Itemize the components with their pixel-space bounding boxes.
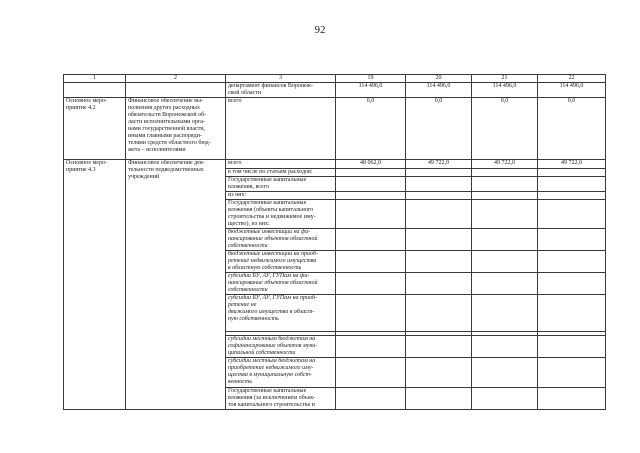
expense-item: в том числе по статьям расходов: [226, 169, 336, 177]
value-22: 49 722,0 [538, 160, 606, 169]
cell-empty [64, 83, 126, 98]
value-20: 49 722,0 [406, 160, 472, 169]
expense-item: бюджетные инвестиции на приоб- ретение недвижимого имущества в областную собственность [226, 251, 336, 273]
expense-item: субсидии БУ, АУ, ГУПам на приоб- ретение не движимого имущества в област- ную собственность [226, 295, 336, 332]
header-col-19: 19 [336, 75, 406, 83]
value-22: 114 496,0 [538, 83, 606, 98]
responsible-executor: департамент финансов Воронеж- ской области [226, 83, 336, 98]
value-21: 114 496,0 [472, 83, 538, 98]
expense-item: Государственные капитальные вложения, всего [226, 177, 336, 192]
header-col-3: 3 [226, 75, 336, 83]
header-col-22: 22 [538, 75, 606, 83]
expense-item: субсидии БУ, АУ, ГУПам на фи- нансирование объектов областной собственности [226, 273, 336, 295]
value-20: 114 496,0 [406, 83, 472, 98]
page-number: 92 [314, 24, 326, 36]
expense-item: из них: [226, 192, 336, 200]
value-19: 114 496,0 [336, 83, 406, 98]
measure-executor: всего [226, 160, 336, 169]
measure-name: Финансовое обеспечение дея- тельности подведомственных учреждений [126, 160, 226, 410]
table-row [64, 83, 606, 98]
table-row [64, 160, 606, 169]
measure-code: Основное меро- приятие 4.3 [64, 160, 126, 410]
header-col-21: 21 [472, 75, 538, 83]
budget-table [63, 74, 606, 410]
value-19: 48 062,0 [336, 160, 406, 169]
measure-code: Основное меро- приятие 4.2 [64, 98, 126, 160]
table-row [64, 98, 606, 160]
value-22: 0,0 [538, 98, 606, 160]
value-21: 0,0 [472, 98, 538, 160]
expense-item: Государственные капитальные вложения (объекты капитального строительства и недвижимое иму- щество), из них: [226, 200, 336, 229]
cell-empty [126, 83, 226, 98]
expense-item: бюджетные инвестиции на фи- нансирование объектов областной собственности [226, 229, 336, 251]
value-21: 49 722,0 [472, 160, 538, 169]
expense-item: Государственные капитальные вложения (за исключением объек- тов капитального строительства и [226, 388, 336, 410]
value-19: 0,0 [336, 98, 406, 160]
header-col-2: 2 [126, 75, 226, 83]
measure-name: Финансовое обеспечение вы- полнения других расходных обязательств Воронежской об- ласти исполнительными орга- нами государственной власти, иными главными распоряди- телями средств областного бюд- жета – исполнителями [126, 98, 226, 160]
value-20: 0,0 [406, 98, 472, 160]
header-col-1: 1 [64, 75, 126, 83]
measure-executor: всего [226, 98, 336, 160]
header-col-20: 20 [406, 75, 472, 83]
table-header-row [64, 75, 606, 83]
expense-item: субсидии местным бюджетам на приобретение недвижимого иму- щества в муниципальную собст- венность [226, 358, 336, 388]
expense-item: субсидии местным бюджетам на софинансирование объектов муни- ципальной собственности [226, 336, 336, 358]
